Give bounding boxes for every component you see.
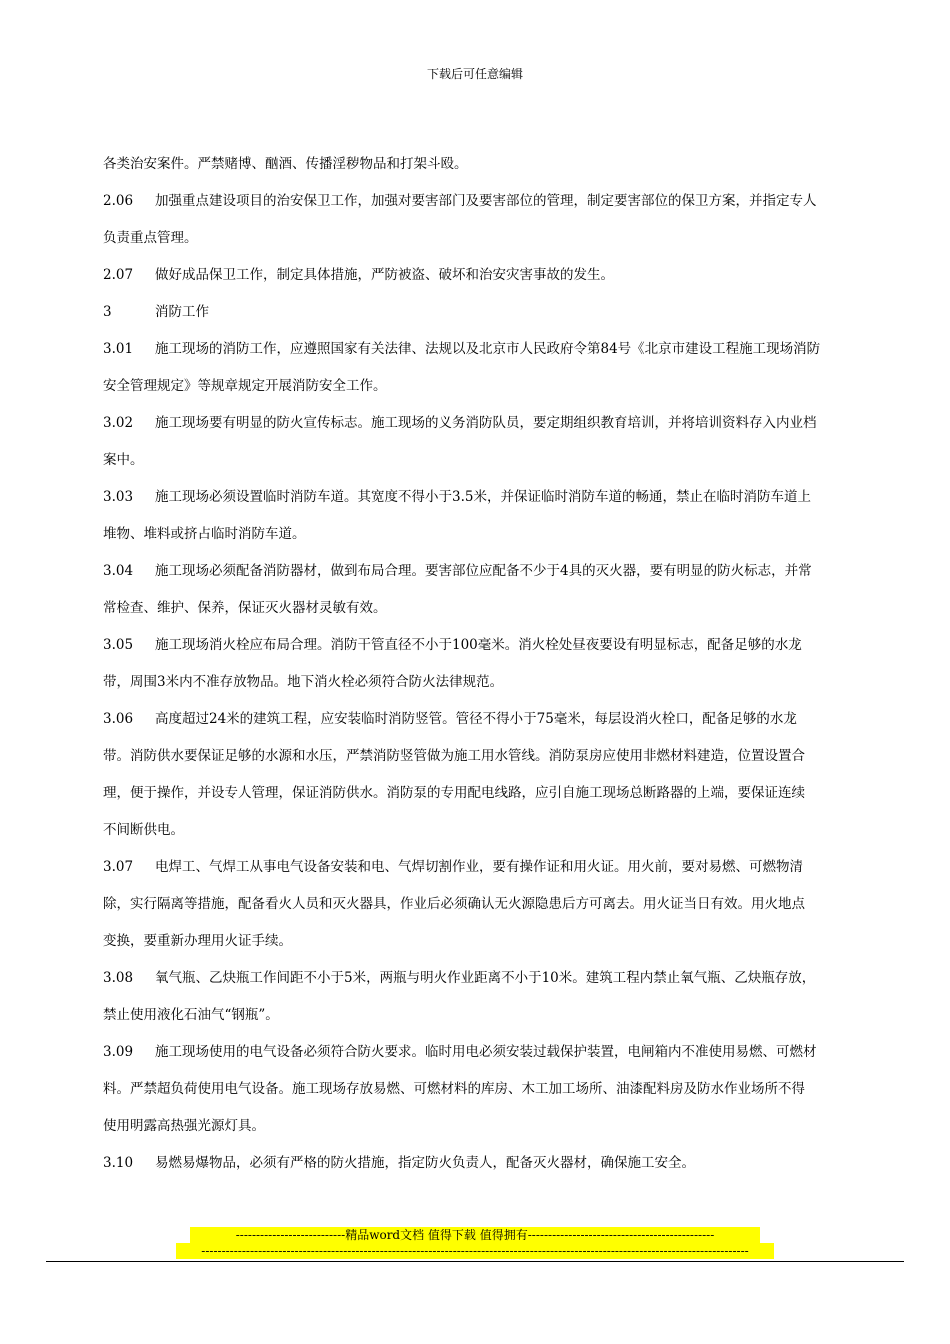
paragraph-text: 施工现场必须设置临时消防车道。其宽度不得小于3.5米，并保证临时消防车道的畅通，禁止在临时消防车道上: [155, 489, 811, 505]
paragraph-text: 加强重点建设项目的治安保卫工作，加强对要害部门及要害部位的管理，制定要害部位的保卫方案，并指定专人: [155, 193, 817, 209]
paragraph-text: 负责重点管理。: [103, 230, 198, 246]
paragraph-line: [103, 738, 855, 775]
section-number: 3.10: [103, 1155, 134, 1171]
paragraph-text: 理，便于操作，并设专人管理，保证消防供水。消防泵的专用配电线路，应引自施工现场总断路器的上端，要保证连续: [103, 785, 805, 801]
paragraph-text: 案中。: [103, 452, 144, 468]
footer-banner-line-1: ---------------------------精品word文档 值得下载 值得拥有----------------------------------------------: [190, 1227, 760, 1243]
paragraph-text: 使用明露高热强光源灯具。: [103, 1118, 265, 1134]
paragraph-text: 各类治安案件。严禁赌博、酗酒、传播淫秽物品和打架斗殴。: [103, 156, 468, 172]
paragraph-line: [103, 516, 855, 553]
paragraph-line: [103, 1034, 855, 1071]
paragraph-text: 料。严禁超负荷使用电气设备。施工现场存放易燃、可燃材料的库房、木工加工场所、油漆配料房及防水作业场所不得: [103, 1081, 805, 1097]
paragraph-line: [103, 1145, 855, 1182]
section-number: 3.04: [103, 563, 134, 579]
paragraph-line: [103, 960, 855, 997]
paragraph-text: 高度超过24米的建筑工程，应安装临时消防竖管。管径不得小于75毫米，每层设消火栓口，配备足够的水龙: [155, 711, 797, 727]
paragraph-text: 禁止使用液化石油气“钢瓶”。: [103, 1007, 279, 1023]
paragraph-line: [103, 775, 855, 812]
paragraph-text: 施工现场的消防工作，应遵照国家有关法律、法规以及北京市人民政府令第84号《北京市建设工程施工现场消防: [155, 341, 821, 357]
paragraph-text: 施工现场消火栓应布局合理。消防干管直径不小于100毫米。消火栓处昼夜要设有明显标志，配备足够的水龙: [155, 637, 802, 653]
section-number: 3.06: [103, 711, 134, 727]
section-number: 2.07: [103, 267, 134, 283]
paragraph-text: 安全管理规定》等规章规定开展消防安全工作。: [103, 378, 387, 394]
paragraph-line: [103, 923, 855, 960]
paragraph-line: [103, 183, 855, 220]
paragraph-text: 电焊工、气焊工从事电气设备安装和电、气焊切割作业，要有操作证和用火证。用火前，要对易燃、可燃物清: [155, 859, 803, 875]
paragraph-line: [103, 1108, 855, 1145]
section-number: 3.09: [103, 1044, 134, 1060]
paragraph-text: 易燃易爆物品，必须有严格的防火措施，指定防火负责人，配备灭火器材，确保施工安全。: [155, 1155, 695, 1171]
paragraph-text: 做好成品保卫工作，制定具体措施，严防被盗、破坏和治安灾害事故的发生。: [155, 267, 614, 283]
paragraph-text: 常检查、维护、保养，保证灭火器材灵敏有效。: [103, 600, 387, 616]
paragraph-line: [103, 368, 855, 405]
paragraph-text: 带。消防供水要保证足够的水源和水压，严禁消防竖管做为施工用水管线。消防泵房应使用非燃材料建造，位置设置合: [103, 748, 805, 764]
section-number: 3.02: [103, 415, 134, 431]
paragraph-line: [103, 220, 855, 257]
paragraph-text: 堆物、堆料或挤占临时消防车道。: [103, 526, 306, 542]
paragraph-text: 消防工作: [155, 304, 209, 320]
paragraph-line: [103, 701, 855, 738]
footer-rule: [46, 1261, 904, 1262]
paragraph-line: [103, 553, 855, 590]
section-number: 2.06: [103, 193, 134, 209]
paragraph-line: [103, 627, 855, 664]
section-number: 3.05: [103, 637, 134, 653]
paragraph-line: [103, 146, 855, 183]
paragraph-text: 施工现场要有明显的防火宣传标志。施工现场的义务消防队员，要定期组织教育培训，并将培训资料存入内业档: [155, 415, 817, 431]
paragraph-line: [103, 442, 855, 479]
paragraph-text: 带，周围3米内不准存放物品。地下消火栓必须符合防火法律规范。: [103, 674, 504, 690]
section-number: 3.03: [103, 489, 134, 505]
section-number: 3.07: [103, 859, 134, 875]
paragraph-text: 氧气瓶、乙炔瓶工作间距不小于5米，两瓶与明火作业距离不小于10米。建筑工程内禁止氧气瓶、乙炔瓶存放，: [155, 970, 816, 986]
section-number: 3.08: [103, 970, 134, 986]
section-number: 3.01: [103, 341, 134, 357]
paragraph-line: [103, 997, 855, 1034]
paragraph-line: [103, 590, 855, 627]
paragraph-line: [103, 886, 855, 923]
footer-banner: [0, 1227, 950, 1259]
paragraph-line: [103, 849, 855, 886]
paragraph-line: [103, 257, 855, 294]
paragraph-text: 变换，要重新办理用火证手续。: [103, 933, 292, 949]
paragraph-line: [103, 294, 855, 331]
section-number: 3: [103, 304, 112, 320]
page-header: 下载后可任意编辑: [426, 67, 523, 81]
paragraph-line: [103, 331, 855, 368]
paragraph-line: [103, 664, 855, 701]
paragraph-line: [103, 479, 855, 516]
document-body: [103, 146, 855, 1182]
paragraph-line: [103, 405, 855, 442]
paragraph-text: 不间断供电。: [103, 822, 184, 838]
footer-banner-line-2: ---------------------------------------------------------------------------------------------------------------------------------------: [176, 1243, 774, 1259]
paragraph-line: [103, 812, 855, 849]
paragraph-line: [103, 1071, 855, 1108]
paragraph-text: 施工现场使用的电气设备必须符合防火要求。临时用电必须安装过载保护装置，电闸箱内不准使用易燃、可燃材: [155, 1044, 817, 1060]
paragraph-text: 除，实行隔离等措施，配备看火人员和灭火器具，作业后必须确认无火源隐患后方可离去。用火证当日有效。用火地点: [103, 896, 805, 912]
paragraph-text: 施工现场必须配备消防器材，做到布局合理。要害部位应配备不少于4具的灭火器，要有明显的防火标志，并常: [155, 563, 812, 579]
